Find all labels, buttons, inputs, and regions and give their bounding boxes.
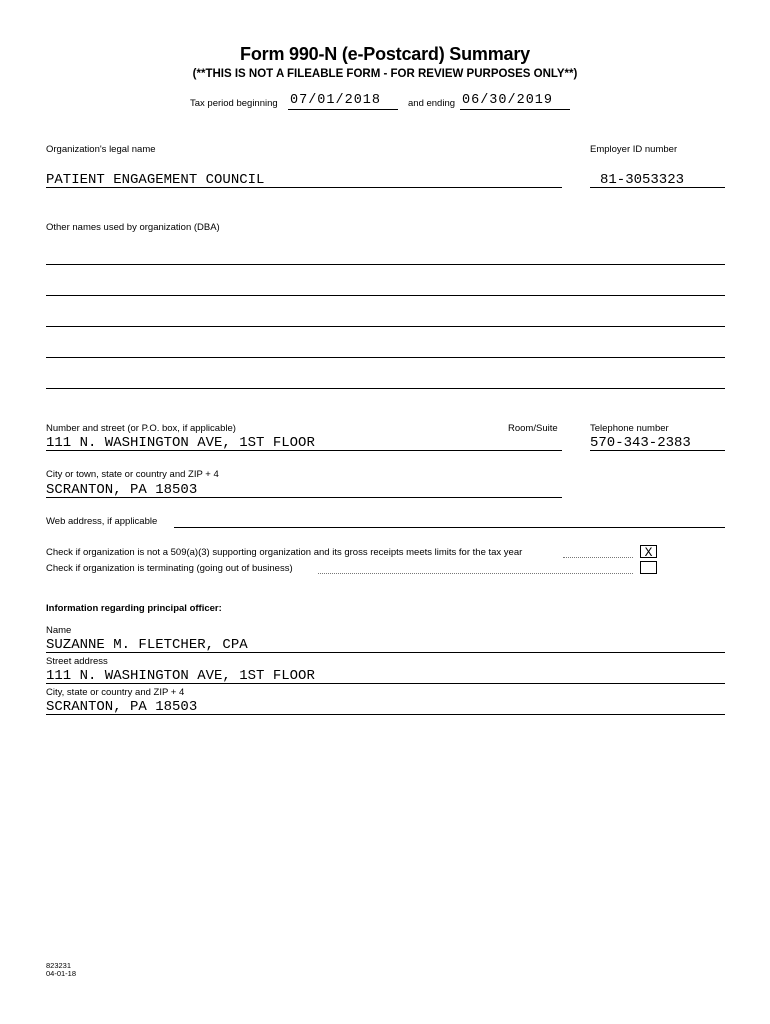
legal-name-label: Organization's legal name	[46, 144, 156, 155]
not-509-checkbox[interactable]: X	[640, 545, 657, 558]
web-label: Web address, if applicable	[46, 516, 158, 527]
officer-city-value: SCRANTON, PA 18503	[46, 699, 198, 715]
dba-rule-4	[46, 357, 725, 358]
tax-period-end: 06/30/2019	[462, 93, 554, 108]
officer-city-line	[46, 714, 725, 715]
dba-label: Other names used by organization (DBA)	[46, 222, 220, 233]
city-label: City or town, state or country and ZIP + 4	[46, 469, 219, 480]
legal-name-line	[46, 187, 562, 188]
city-line	[46, 497, 562, 498]
officer-street-line	[46, 683, 725, 684]
dba-rule-1	[46, 264, 725, 265]
phone-value: 570-343-2383	[590, 435, 691, 451]
and-ending-label: and ending	[408, 98, 456, 109]
ein-line	[590, 187, 725, 188]
dba-rule-5	[46, 388, 725, 389]
street-value: 111 N. WASHINGTON AVE, 1ST FLOOR	[46, 435, 315, 451]
form-title: Form 990-N (e-Postcard) Summary	[240, 44, 530, 64]
officer-name-label: Name	[46, 625, 72, 636]
tax-period-end-line	[460, 109, 570, 110]
ein-value: 81-3053323	[600, 172, 685, 188]
officer-name-line	[46, 652, 725, 653]
officer-section-label: Information regarding principal officer:	[46, 603, 222, 614]
tax-period-begin: 07/01/2018	[290, 93, 382, 108]
officer-city-label: City, state or country and ZIP + 4	[46, 687, 185, 698]
phone-line	[590, 450, 725, 451]
legal-name-value: PATIENT ENGAGEMENT COUNCIL	[46, 172, 265, 188]
web-line	[174, 527, 725, 528]
dba-rule-3	[46, 326, 725, 327]
street-line	[46, 450, 562, 451]
terminating-checkbox[interactable]	[640, 561, 657, 574]
phone-label: Telephone number	[590, 423, 669, 434]
street-label: Number and street (or P.O. box, if applicable)	[46, 423, 236, 434]
terminating-leader	[318, 573, 633, 574]
officer-street-value: 111 N. WASHINGTON AVE, 1ST FLOOR	[46, 668, 315, 684]
not-509-leader	[563, 557, 633, 558]
form-subtitle: (**THIS IS NOT A FILEABLE FORM - FOR REVIEW PURPOSES ONLY**)	[192, 68, 578, 80]
officer-street-label: Street address	[46, 656, 108, 667]
not-509-label: Check if organization is not a 509(a)(3) supporting organization and its gross receipts meets limits for the tax year	[46, 547, 523, 558]
footer-code-2: 04-01-18	[46, 969, 77, 978]
officer-name-value: SUZANNE M. FLETCHER, CPA	[46, 637, 248, 653]
city-value: SCRANTON, PA 18503	[46, 482, 198, 498]
dba-rule-2	[46, 295, 725, 296]
tax-period-begin-line	[288, 109, 398, 110]
footer-code-1: 823231	[46, 961, 72, 970]
room-suite-label: Room/Suite	[508, 423, 558, 434]
tax-period-label: Tax period beginning	[190, 98, 278, 109]
terminating-label: Check if organization is terminating (going out of business)	[46, 563, 293, 574]
ein-label: Employer ID number	[590, 144, 678, 155]
